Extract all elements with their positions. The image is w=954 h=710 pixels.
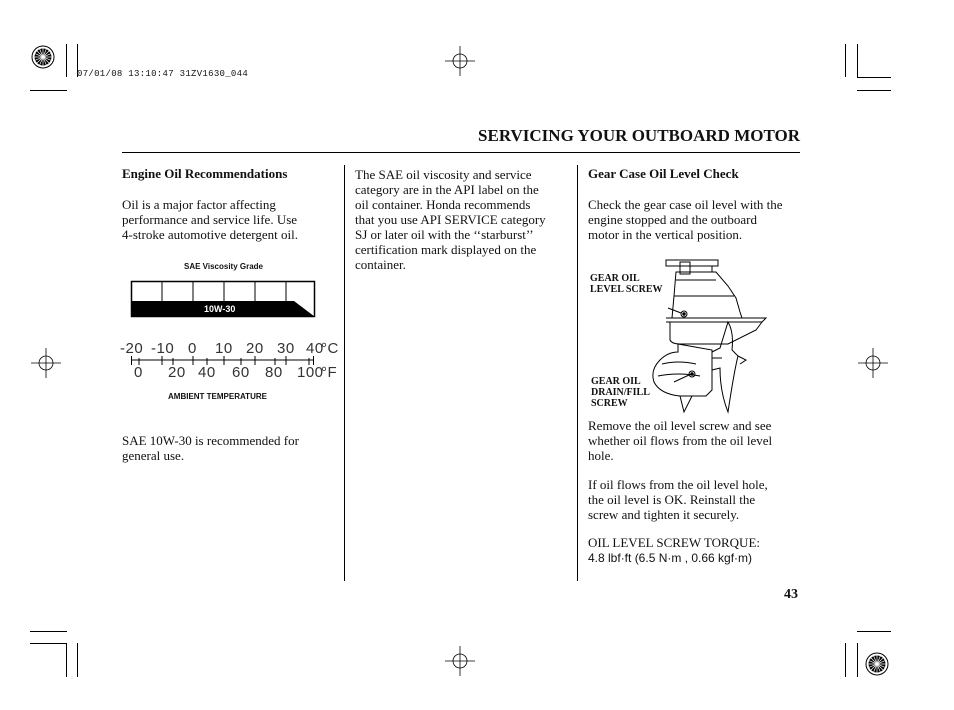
text-line: screw and tighten it securely.: [588, 507, 740, 522]
text-line: whether oil flows from the oil level: [588, 433, 773, 448]
text-line: If oil flows from the oil level hole,: [588, 477, 768, 492]
column-divider-1: [344, 165, 345, 581]
fahrenheit-tick: 60: [232, 364, 250, 381]
celsius-tick: 0: [188, 340, 197, 357]
text-line: container.: [355, 257, 406, 272]
temperature-scale-ticks: [131, 356, 321, 366]
header-rule: [122, 152, 800, 153]
text-line: DRAIN/FILL: [591, 387, 650, 398]
fahrenheit-unit: °F: [321, 364, 338, 381]
fahrenheit-tick: 20: [168, 364, 186, 381]
api-service-paragraph: [355, 167, 573, 272]
text-line: SCREW: [591, 398, 628, 409]
viscosity-chart-title: SAE Viscosity Grade: [184, 262, 263, 271]
text-line: that you use API SERVICE category: [355, 212, 546, 227]
page-number: 43: [784, 587, 798, 602]
gear-case-intro: [588, 197, 803, 242]
torque-value: 4.8 lbf·ft (6.5 N·m , 0.66 kgf·m): [588, 551, 753, 565]
text-line: oil container. Honda recommends: [355, 197, 531, 212]
text-line: Remove the oil level screw and see: [588, 418, 772, 433]
text-line: motor in the vertical position.: [588, 227, 743, 242]
text-line: engine stopped and the outboard: [588, 212, 757, 227]
column-divider-2: [577, 165, 578, 581]
celsius-tick: -20: [120, 340, 144, 357]
celsius-tick: 30: [277, 340, 295, 357]
celsius-tick: 40: [306, 340, 324, 357]
text-line: LEVEL SCREW: [590, 284, 663, 295]
engine-oil-intro: [122, 197, 337, 242]
text-line: the oil level is OK. Reinstall the: [588, 492, 756, 507]
celsius-tick: 20: [246, 340, 264, 357]
page-title: SERVICING YOUR OUTBOARD MOTOR: [478, 126, 800, 145]
fahrenheit-tick: 0: [134, 364, 143, 381]
registration-crosshair-bottom: [445, 646, 475, 676]
print-timestamp: 07/01/08 13:10:47 31ZV1630_044: [77, 69, 249, 79]
text-line: 4-stroke automotive detergent oil.: [122, 227, 298, 242]
gear-oil-level-screw-label: [590, 273, 663, 295]
text-line: GEAR OIL: [591, 376, 641, 387]
gear-oil-drain-fill-screw-label: [591, 376, 650, 409]
sae-note: [122, 433, 337, 463]
remove-screw-paragraph: [588, 418, 803, 463]
text-line: hole.: [588, 448, 614, 463]
text-line: Oil is a major factor affecting: [122, 197, 276, 212]
registration-crosshair-right: [858, 348, 888, 378]
oil-level-ok-paragraph: [588, 477, 803, 522]
viscosity-grade-chart: [130, 280, 320, 320]
fahrenheit-tick: 80: [265, 364, 283, 381]
text-line: The SAE oil viscosity and service: [355, 167, 532, 182]
text-line: certification mark displayed on the: [355, 242, 537, 257]
starburst-target-top-left: [30, 44, 56, 70]
ambient-temperature-caption: AMBIENT TEMPERATURE: [168, 392, 267, 401]
grade-band-label: 10W-30: [204, 304, 236, 314]
text-line: GEAR OIL: [590, 273, 640, 284]
text-line: category are in the API label on the: [355, 182, 539, 197]
fahrenheit-tick: 40: [198, 364, 216, 381]
engine-oil-heading: Engine Oil Recommendations: [122, 166, 288, 181]
text-line: SJ or later oil with the ‘‘starburst’’: [355, 227, 534, 242]
fahrenheit-tick: 100: [297, 364, 324, 381]
celsius-tick: 10: [215, 340, 233, 357]
registration-crosshair-top: [445, 46, 475, 76]
torque-label: OIL LEVEL SCREW TORQUE:: [588, 535, 761, 550]
starburst-target-bottom-right: [864, 651, 890, 677]
text-line: Check the gear case oil level with the: [588, 197, 783, 212]
text-line: performance and service life. Use: [122, 212, 298, 227]
registration-crosshair-left: [31, 348, 61, 378]
celsius-unit: °C: [321, 340, 339, 357]
text-line: SAE 10W-30 is recommended for: [122, 433, 299, 448]
celsius-tick: -10: [151, 340, 175, 357]
gear-case-heading: Gear Case Oil Level Check: [588, 166, 739, 181]
text-line: general use.: [122, 448, 185, 463]
